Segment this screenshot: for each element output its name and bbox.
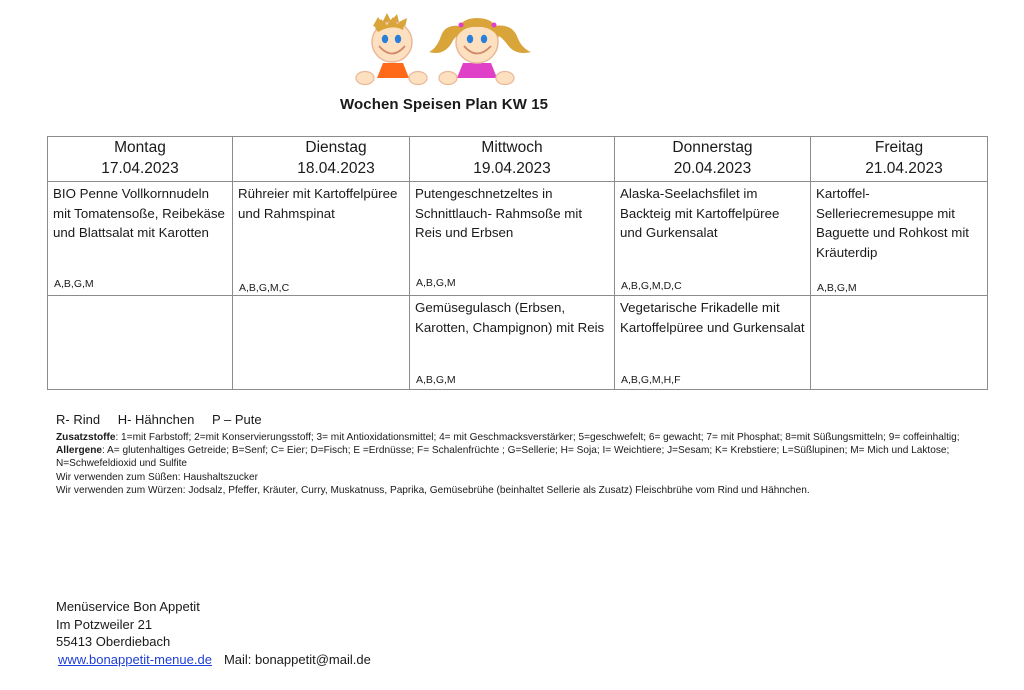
day-date: 21.04.2023	[865, 160, 943, 177]
day-header-wednesday	[410, 137, 615, 182]
day-header-tuesday	[233, 137, 410, 182]
day-name: Freitag	[874, 139, 924, 156]
girl-figure	[429, 18, 531, 85]
day-date: 18.04.2023	[297, 160, 375, 177]
meal-cell	[615, 182, 811, 296]
page-title: Wochen Speisen Plan KW 15	[340, 96, 549, 113]
meal-cell	[48, 182, 233, 296]
dish-text	[233, 296, 409, 298]
meal-cell	[410, 182, 615, 296]
seasoning-note: Wir verwenden zum Würzen: Jodsalz, Pfeffer, Kräuter, Curry, Muskatnuss, Paprika, Gemüsebrühe (beinhaltet Sellerie als Zusatz) Fleischbrühe vom Rind und Hähnchen.	[56, 484, 810, 496]
allergen-codes: A,B,G,M	[416, 277, 456, 289]
meat-legend	[56, 412, 276, 427]
dish-text: Alaska-Seelachsfilet im Backteig mit Kartoffelpüree und Gurkensalat	[620, 186, 780, 240]
additives-text: : 1=mit Farbstoff; 2=mit Konservierungsstoff; 3= mit Antioxidationsmittel; 4= mit Geschmacksverstärker; 5=geschwefelt; 6= gewacht; 7= mit Phosphat; 8=mit Süßungsmitteln; 9= coffeinhaltig;	[115, 432, 960, 443]
legend-pute: P – Pute	[211, 412, 262, 427]
day-header-thursday	[615, 137, 811, 182]
additives-label: Zusatzstoffe	[56, 432, 116, 443]
menu-row-2	[48, 296, 988, 390]
dish-text: Putengeschnetzeltes in Schnittlauch- Rahmsoße mit Reis und Erbsen	[415, 186, 583, 240]
allergens-label: Allergene	[56, 445, 102, 457]
dish-text	[48, 296, 232, 298]
allergen-codes: A,B,G,M,C	[239, 282, 290, 294]
header-row	[48, 137, 988, 182]
additives-note	[56, 431, 986, 444]
dish-text: Gemüsegulasch (Erbsen, Karotten, Champignon) mit Reis	[415, 300, 605, 335]
company-name: Menüservice Bon Appetit	[56, 599, 200, 614]
allergen-codes: A,B,G,M	[817, 282, 857, 294]
day-header-friday	[811, 137, 988, 182]
notes-section	[56, 431, 986, 497]
dish-text	[811, 296, 987, 298]
mail-address: Mail: bonappetit@mail.de	[223, 651, 371, 667]
day-date: 20.04.2023	[673, 160, 752, 177]
dish-text: Vegetarische Frikadelle mit Kartoffelpüree und Gurkensalat	[620, 300, 805, 335]
legend-rind: R- Rind	[56, 412, 101, 427]
meal-cell	[615, 296, 811, 390]
meal-cell	[48, 296, 233, 390]
contact-line	[56, 651, 371, 669]
allergen-codes: A,B,G,M	[416, 374, 456, 386]
day-name: Dienstag	[305, 139, 367, 156]
menu-row-1	[48, 182, 988, 296]
website-link[interactable]: www.bonappetit-menue.de	[58, 651, 212, 667]
two-children-icon	[345, 8, 545, 88]
boy-figure	[356, 13, 427, 85]
city-address: 55413 Oberdiebach	[56, 634, 171, 649]
menu-table	[47, 136, 988, 390]
day-name: Donnerstag	[672, 139, 753, 156]
allergens-text: : A= glutenhaltiges Getreide; B=Senf; C= Eier; D=Fisch; E =Erdnüsse; F= Schalenfrüchte ; G=Sellerie; H= Soja; I= Weichtiere; J=Sesam; K= Krebstiere; L=Süßlupinen; M= Mich und Laktose; N=Schwefeldioxid und Sulfite	[56, 445, 950, 470]
dish-text: Kartoffel-Selleriecremesuppe mit Baguette und Rohkost mit Kräuterdip	[816, 186, 970, 260]
meal-cell	[410, 296, 615, 390]
day-header-monday	[48, 137, 233, 182]
day-date: 17.04.2023	[101, 160, 179, 177]
allergen-codes: A,B,G,M,H,F	[621, 374, 681, 386]
dish-text: BIO Penne Vollkornnudeln mit Tomatensoße, Reibekäse und Blattsalat mit Karotten	[53, 186, 225, 240]
meal-cell	[233, 296, 410, 390]
street-address: Im Potzweiler 21	[56, 616, 153, 632]
allergen-codes: A,B,G,M,D,C	[621, 280, 682, 292]
sweetener-note: Wir verwenden zum Süßen: Haushaltszucker	[56, 471, 258, 483]
day-date: 19.04.2023	[473, 160, 551, 177]
children-illustration	[345, 8, 545, 88]
legend-haehnchen: H- Hähnchen	[117, 412, 195, 427]
day-name: Montag	[114, 139, 166, 156]
meal-cell	[811, 182, 988, 296]
day-name: Mittwoch	[481, 139, 543, 156]
meal-cell	[811, 296, 988, 390]
dish-text: Rühreier mit Kartoffelpüree und Rahmspinat	[238, 186, 398, 221]
footer-contact	[56, 598, 371, 668]
allergens-note	[56, 444, 986, 470]
meal-cell	[233, 182, 410, 296]
allergen-codes: A,B,G,M	[54, 278, 94, 290]
